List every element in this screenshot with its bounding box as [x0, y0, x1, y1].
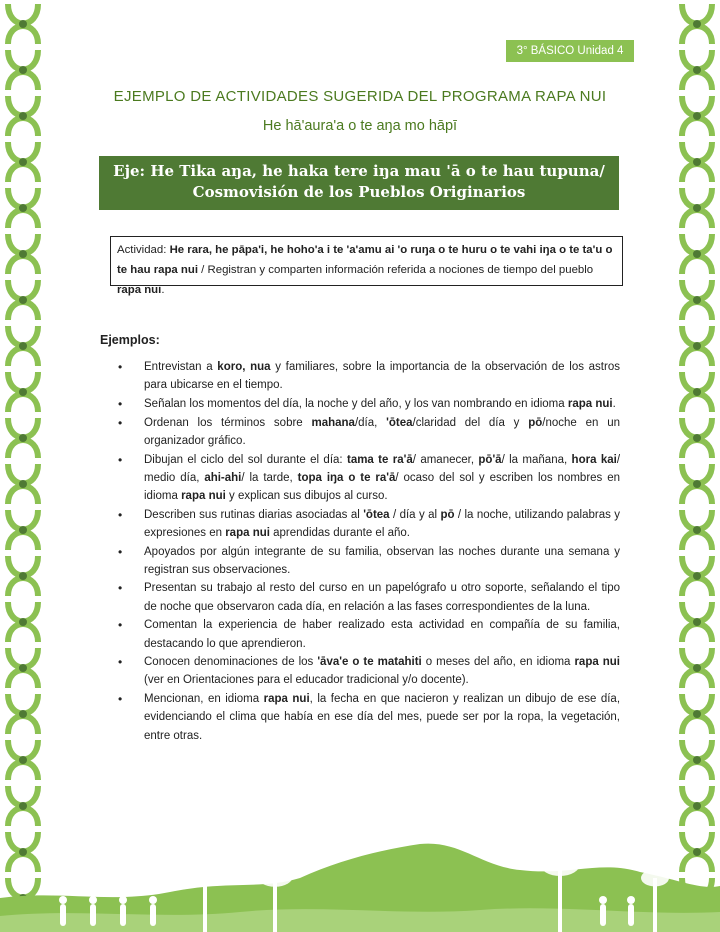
tree-crown [540, 852, 580, 876]
bullet-icon: • [118, 581, 123, 596]
person-head [599, 896, 607, 904]
example-text: /claridad del día y [412, 416, 529, 429]
example-text: y familiares, sobre la importancia de la observación de los astros para ubicarse en el tiempo. [144, 361, 620, 392]
activity-end: . [161, 284, 165, 296]
border-motif [8, 4, 38, 44]
rapanui-term: pō [528, 416, 543, 429]
decorative-border-right [674, 0, 720, 932]
examples-list [118, 358, 620, 745]
rapanui-term: mahana [311, 416, 355, 429]
border-motif [8, 234, 38, 274]
example-text: Dibujan el ciclo del sol durante el día: [144, 453, 347, 466]
tree-crown [641, 870, 669, 887]
border-motif [8, 372, 38, 412]
example-text: / la tarde, [241, 471, 298, 484]
list-item [118, 543, 620, 579]
example-text: y explican sus dibujos al curso. [225, 489, 388, 502]
border-motif [682, 326, 712, 366]
border-motif [8, 418, 38, 458]
example-text: Mencionan, en idioma [144, 693, 264, 706]
border-motif [8, 326, 38, 366]
border-motif [682, 4, 712, 44]
list-item [118, 579, 620, 615]
activity-description: / Registran y comparten información referida a nociones de tiempo del pueblo [198, 264, 594, 276]
tree-crown [257, 865, 293, 887]
example-text: . [612, 397, 616, 410]
border-motif [8, 648, 38, 688]
rapanui-term: koro, nua [217, 361, 271, 373]
list-item [118, 690, 620, 745]
border-motif [682, 280, 712, 320]
person-head [89, 896, 97, 904]
border-motif [8, 510, 38, 550]
list-item [118, 358, 620, 394]
example-text: , la fecha en que nacieron y realizan un dibujo de ese día, evidenciando el clima que había en ese día del mes, puede ser por la ropa, la vegetación, entre otras. [144, 693, 621, 742]
border-motif [682, 142, 712, 182]
bullet-icon: • [118, 692, 123, 707]
rapanui-term: pō'ā [478, 453, 502, 466]
border-motif [682, 556, 712, 596]
rapanui-term: 'ōtea [386, 416, 413, 429]
example-text: Ordenan los términos sobre [144, 416, 312, 429]
border-motif [8, 96, 38, 136]
border-motif [8, 740, 38, 780]
bullet-icon: • [118, 507, 123, 522]
example-text: Describen sus rutinas diarias asociadas al [144, 508, 364, 521]
bullet-icon: • [118, 360, 123, 374]
border-motif [8, 188, 38, 228]
bullet-icon: • [118, 618, 123, 633]
rapanui-term: rapa nui [574, 656, 620, 669]
border-motif [682, 740, 712, 780]
eje-line-2: Cosmovisión de los Pueblos Originarios [192, 183, 526, 201]
example-text: / ocaso del sol y escriben los nombres en idioma [144, 471, 620, 502]
border-motif [682, 694, 712, 734]
person-silhouette [120, 904, 126, 926]
rapanui-term: 'ōtea [363, 508, 390, 521]
example-text: o meses del año, en idioma [421, 656, 575, 669]
border-motif [682, 234, 712, 274]
eje-banner [99, 156, 619, 210]
decorative-border-left [0, 0, 46, 932]
border-motif [8, 50, 38, 90]
bullet-icon: • [118, 655, 123, 670]
list-item [118, 395, 620, 413]
border-motif [682, 188, 712, 228]
example-text: Comentan la experiencia de haber realizado esta actividad en compañía de su familia, destacando lo que aprendieron. [144, 619, 620, 650]
example-text: (ver en Orientaciones para el educador tradicional y/o docente). [144, 674, 469, 687]
example-text: /noche en un organizador gráfico. [144, 416, 620, 447]
list-item [118, 506, 620, 542]
examples-title: Ejemplos: [100, 333, 160, 347]
person-head [119, 896, 127, 904]
list-item [118, 653, 620, 689]
border-motif [8, 602, 38, 642]
border-motif [8, 280, 38, 320]
border-motif [682, 602, 712, 642]
border-motif [8, 464, 38, 504]
activity-rapa-nui: rapa nui [117, 284, 162, 296]
rapanui-term: ahi-ahi [204, 471, 242, 484]
border-motif [8, 694, 38, 734]
person-head [149, 896, 157, 904]
page-title: EJEMPLO DE ACTIVIDADES SUGERIDA DEL PROGRAMA RAPA NUI [113, 88, 607, 105]
example-text: Señalan los momentos del día, la noche y del año, y los van nombrando en idioma [144, 397, 568, 410]
rapanui-term: hora kai [571, 453, 617, 466]
person-head [59, 896, 67, 904]
bullet-icon: • [118, 452, 123, 467]
border-motif [682, 464, 712, 504]
example-text: Entrevistan a [144, 361, 218, 373]
page-subtitle: He hā'aura'a o te aŋa mo hāpī [262, 118, 458, 134]
border-motif [682, 372, 712, 412]
person-silhouette [90, 904, 96, 926]
tree-crown [179, 844, 231, 875]
person-silhouette [150, 904, 156, 926]
person-head [627, 896, 635, 904]
activity-label: Actividad: [117, 244, 170, 256]
example-text: /día, [354, 416, 387, 429]
rapanui-term: 'āva'e o te matahiti [317, 656, 422, 669]
unit-badge: 3° BÁSICO Unidad 4 [506, 40, 634, 62]
person-silhouette [600, 904, 606, 926]
border-motif [8, 142, 38, 182]
rapanui-term: rapa nui [181, 489, 226, 502]
example-text: / amanecer, [412, 453, 479, 466]
border-motif [682, 96, 712, 136]
example-text: Apoyados por algún integrante de su familia, observan las noches durante una semana y registran sus observaciones. [144, 545, 620, 576]
eje-line-1: Eje: He Tika aŋa, he haka tere iŋa mau 'ā o te hau tupuna/ [113, 162, 605, 180]
rapanui-term: tama te ra'ā [346, 453, 413, 466]
person-silhouette [628, 904, 634, 926]
bullet-icon: • [118, 544, 123, 559]
example-text: Presentan su trabajo al resto del curso en un papelógrafo u otro soporte, señalando el tipo de noche que observaron cada día, en relación a las fases correspondientes de la luna. [144, 582, 620, 613]
example-text: Conocen denominaciones de los [144, 656, 318, 669]
landscape-illustration [0, 820, 720, 932]
rapanui-term: pō [440, 508, 455, 521]
example-text: / la noche, utilizando palabras y expresiones en [144, 508, 621, 539]
example-text: / la mañana, [501, 453, 572, 466]
rapanui-term: rapa nui [263, 693, 310, 706]
rapanui-term: rapa nui [225, 526, 270, 539]
bullet-icon: • [118, 396, 123, 411]
example-text: / día y al [389, 508, 441, 521]
border-motif [682, 418, 712, 458]
example-text: aprendidas durante el año. [269, 526, 410, 539]
rapanui-term: rapa nui [567, 397, 613, 410]
activity-box [110, 236, 623, 296]
person-silhouette [60, 904, 66, 926]
example-text: / medio día, [144, 453, 621, 484]
list-item [118, 616, 620, 652]
activity-title-rapanui: He rara, he pāpa'i, he hoho'a i te 'a'amu ai 'o ruŋa o te huru o te vahi iŋa o te ta'u o te hau rapa nui [117, 244, 613, 276]
border-motif [682, 648, 712, 688]
border-motif [8, 556, 38, 596]
rapanui-term: topa iŋa o te ra'ā [297, 471, 396, 484]
border-motif [682, 510, 712, 550]
list-item [118, 414, 620, 450]
list-item [118, 451, 620, 506]
border-motif [682, 50, 712, 90]
bullet-icon: • [118, 415, 123, 430]
